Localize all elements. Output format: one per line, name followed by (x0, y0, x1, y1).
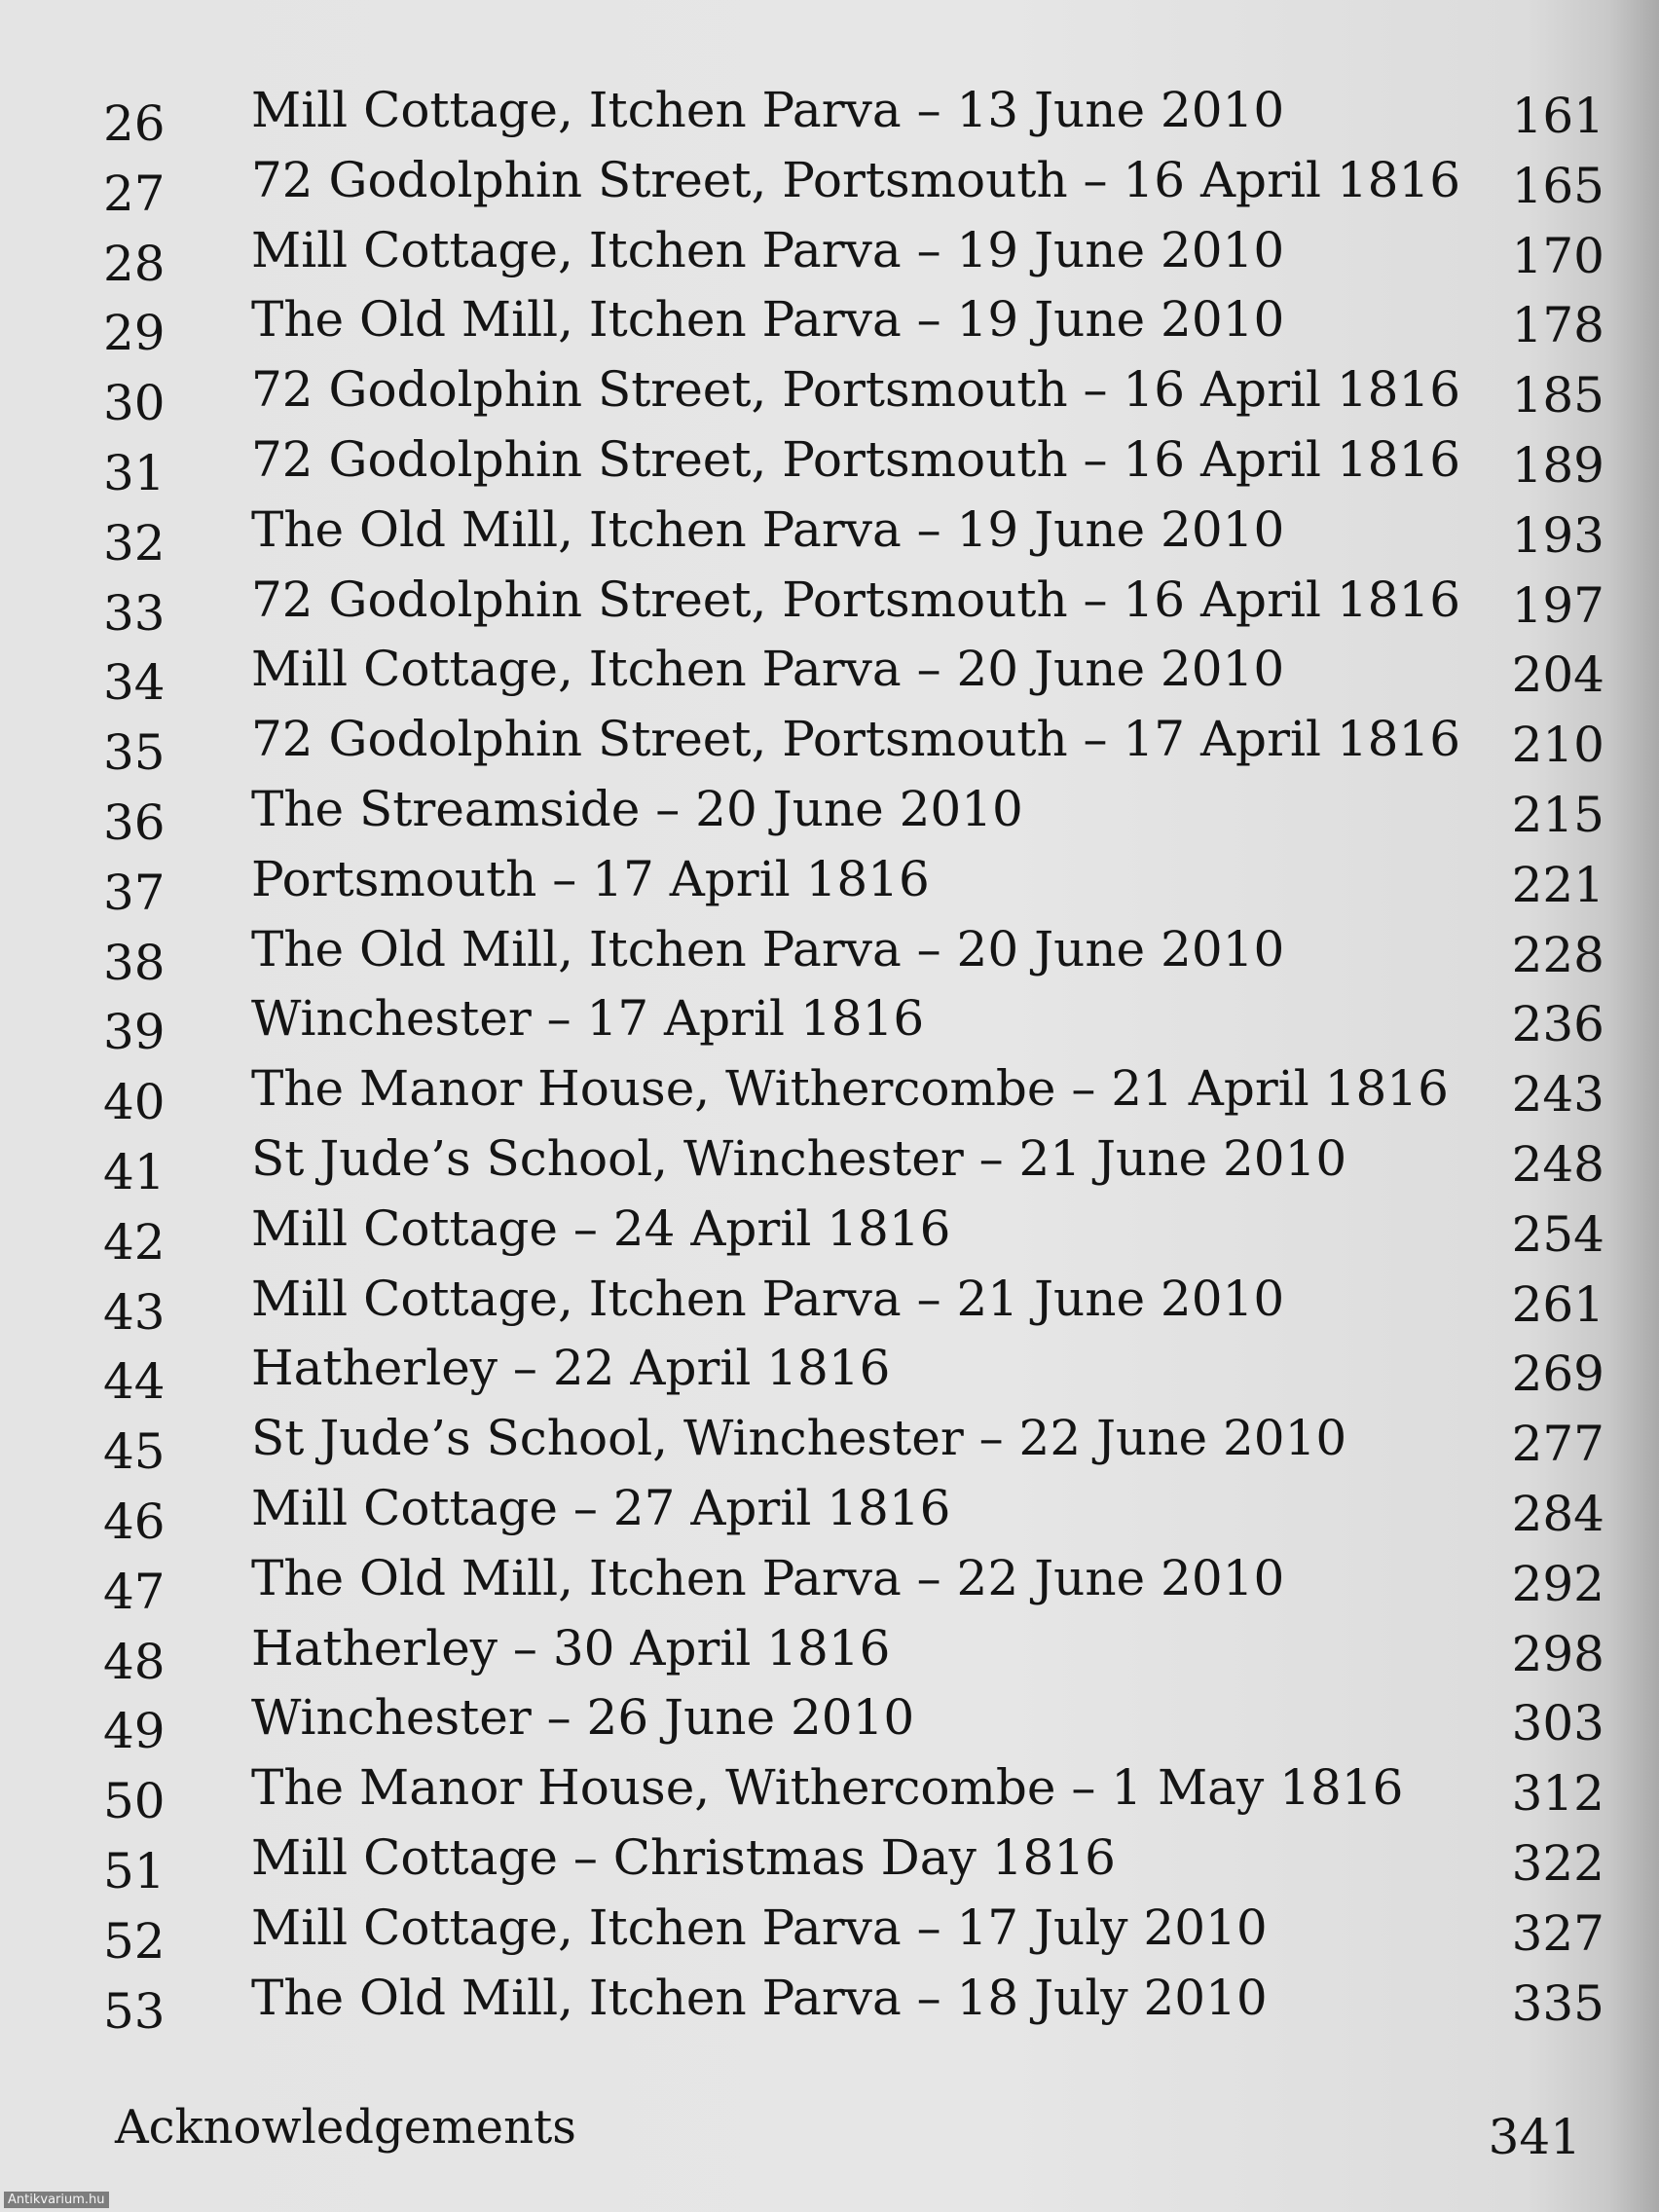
chapter-title: The Old Mill, Itchen Parva – 22 June 2010 (251, 1549, 1285, 1606)
chapter-title: Portsmouth – 17 April 1816 (251, 850, 930, 907)
page-number: 292 (1511, 1555, 1604, 1612)
page-number: 215 (1511, 786, 1604, 843)
chapter-number: 26 (103, 95, 166, 152)
page-number: 170 (1511, 227, 1604, 284)
page-number: 335 (1511, 1974, 1604, 2032)
page-number: 165 (1511, 157, 1604, 214)
chapter-number: 35 (103, 724, 166, 782)
chapter-title: The Manor House, Withercombe – 1 May 1816 (251, 1759, 1404, 1817)
toc-entry (0, 1753, 1659, 1830)
page-number: 210 (1511, 717, 1604, 774)
chapter-number: 51 (103, 1842, 166, 1899)
chapter-number: 39 (103, 1004, 166, 1061)
toc-entry (0, 1474, 1659, 1550)
chapter-number: 34 (103, 654, 166, 712)
page-number: 261 (1511, 1275, 1604, 1333)
chapter-title: The Old Mill, Itchen Parva – 18 July 2010 (251, 1969, 1268, 2026)
chapter-title: St Jude’s School, Winchester – 21 June 2010 (251, 1129, 1347, 1187)
chapter-title: The Old Mill, Itchen Parva – 19 June 2010 (251, 500, 1285, 558)
page-number: 161 (1511, 88, 1604, 144)
toc-entry (0, 775, 1659, 851)
table-of-contents (0, 76, 1659, 2040)
chapter-title: The Streamside – 20 June 2010 (251, 780, 1023, 837)
page-number: 284 (1511, 1485, 1604, 1542)
chapter-title: Mill Cottage, Itchen Parva – 21 June 2010 (251, 1270, 1285, 1327)
toc-entry (0, 146, 1659, 222)
page-number: 254 (1511, 1205, 1604, 1263)
watermark: Antikvarium.hu (4, 2192, 109, 2208)
chapter-number: 46 (103, 1493, 166, 1550)
chapter-title: Winchester – 17 April 1816 (251, 990, 925, 1048)
chapter-number: 42 (103, 1213, 166, 1271)
toc-entry (0, 1124, 1659, 1200)
toc-entry (0, 1614, 1659, 1690)
acknowledgements-entry (0, 2093, 1659, 2163)
chapter-title: Winchester – 26 June 2010 (251, 1689, 915, 1747)
chapter-title: Mill Cottage, Itchen Parva – 19 June 2010 (251, 221, 1285, 278)
toc-entry (0, 1683, 1659, 1760)
chapter-title: St Jude’s School, Winchester – 22 June 2010 (251, 1410, 1347, 1467)
chapter-number: 41 (103, 1143, 166, 1200)
page-number: 204 (1511, 646, 1604, 704)
chapter-title: 72 Godolphin Street, Portsmouth – 17 April 1816 (251, 711, 1461, 768)
acknowledgements-title: Acknowledgements (115, 2100, 576, 2155)
chapter-title: 72 Godolphin Street, Portsmouth – 16 April 1816 (251, 361, 1461, 419)
page-number: 236 (1511, 996, 1604, 1053)
page-number: 193 (1511, 506, 1604, 564)
toc-entry (0, 635, 1659, 712)
chapter-number: 45 (103, 1423, 166, 1481)
chapter-number: 30 (103, 375, 166, 432)
chapter-title: 72 Godolphin Street, Portsmouth – 16 April 1816 (251, 571, 1461, 628)
chapter-number: 52 (103, 1912, 166, 1970)
page-number: 178 (1511, 297, 1604, 354)
toc-entry (0, 1265, 1659, 1341)
chapter-title: Mill Cottage – Christmas Day 1816 (251, 1828, 1116, 1886)
chapter-title: Hatherley – 22 April 1816 (251, 1340, 891, 1397)
chapter-title: The Old Mill, Itchen Parva – 19 June 2010 (251, 291, 1285, 349)
page-number: 185 (1511, 367, 1604, 424)
chapter-title: Mill Cottage, Itchen Parva – 13 June 2010 (251, 82, 1285, 138)
page-number: 221 (1511, 856, 1604, 913)
page-number: 228 (1511, 926, 1604, 983)
toc-entry (0, 1824, 1659, 1899)
chapter-title: Mill Cottage – 27 April 1816 (251, 1479, 951, 1536)
toc-entry (0, 566, 1659, 642)
toc-entry (0, 705, 1659, 782)
chapter-number: 38 (103, 934, 166, 991)
chapter-title: 72 Godolphin Street, Portsmouth – 16 April 1816 (251, 151, 1461, 208)
chapter-title: Mill Cottage, Itchen Parva – 17 July 2010 (251, 1899, 1268, 1956)
page-number: 327 (1511, 1904, 1604, 1962)
toc-entry (0, 355, 1659, 432)
toc-entry (0, 1894, 1659, 1970)
toc-entry (0, 496, 1659, 571)
toc-entry (0, 1334, 1659, 1411)
chapter-title: Mill Cottage, Itchen Parva – 20 June 2010 (251, 641, 1285, 698)
toc-entry (0, 1404, 1659, 1481)
chapter-number: 47 (103, 1563, 166, 1620)
chapter-number: 37 (103, 864, 166, 921)
toc-entry (0, 216, 1659, 292)
chapter-number: 28 (103, 235, 166, 292)
chapter-number: 27 (103, 165, 166, 222)
chapter-number: 36 (103, 793, 166, 851)
page-number: 312 (1511, 1765, 1604, 1823)
toc-entry (0, 1195, 1659, 1271)
chapter-number: 31 (103, 444, 166, 501)
page-number: 298 (1511, 1625, 1604, 1682)
chapter-number: 43 (103, 1283, 166, 1341)
chapter-title: 72 Godolphin Street, Portsmouth – 16 April 1816 (251, 430, 1461, 488)
toc-entry (0, 425, 1659, 501)
toc-entry (0, 845, 1659, 921)
page-number: 248 (1511, 1135, 1604, 1193)
chapter-title: Hatherley – 30 April 1816 (251, 1619, 891, 1677)
page-number: 322 (1511, 1834, 1604, 1892)
chapter-number: 49 (103, 1703, 166, 1760)
toc-entry (0, 1964, 1659, 2040)
toc-entry (0, 285, 1659, 362)
chapter-number: 50 (103, 1773, 166, 1830)
chapter-title: Mill Cottage – 24 April 1816 (251, 1199, 951, 1257)
page-number: 303 (1511, 1695, 1604, 1752)
chapter-number: 29 (103, 305, 166, 362)
chapter-title: The Manor House, Withercombe – 21 April 1816 (251, 1060, 1449, 1118)
chapter-number: 44 (103, 1353, 166, 1411)
page-number: 269 (1511, 1346, 1604, 1403)
toc-entry (0, 1544, 1659, 1620)
acknowledgements-page-number: 341 (1488, 2109, 1581, 2165)
toc-entry (0, 1054, 1659, 1131)
chapter-number: 48 (103, 1633, 166, 1690)
page-number: 197 (1511, 576, 1604, 634)
chapter-number: 32 (103, 514, 166, 571)
chapter-number: 33 (103, 584, 166, 642)
page-number: 277 (1511, 1416, 1604, 1473)
page-number: 189 (1511, 436, 1604, 494)
toc-entry (0, 76, 1659, 152)
toc-entry (0, 915, 1659, 991)
chapter-number: 53 (103, 1982, 166, 2040)
toc-entry (0, 984, 1659, 1061)
chapter-title: The Old Mill, Itchen Parva – 20 June 2010 (251, 920, 1285, 977)
chapter-number: 40 (103, 1074, 166, 1131)
page-number: 243 (1511, 1066, 1604, 1124)
